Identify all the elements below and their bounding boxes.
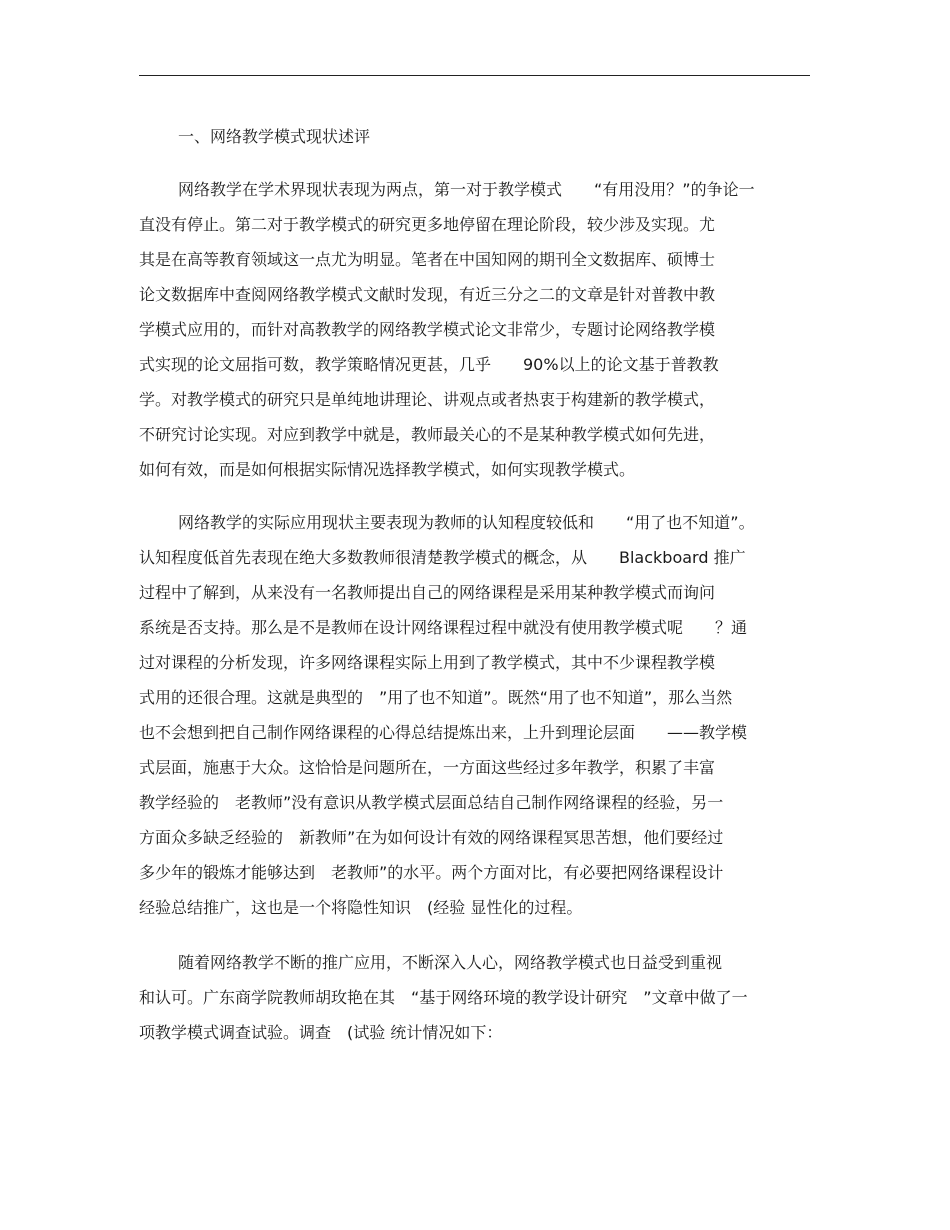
paragraph-line: 认知程度低首先表现在绝大多数教师很清楚教学模式的概念，从 Blackboard 推广: [139, 548, 746, 567]
paragraph-line: 过程中了解到，从来没有一名教师提出自己的网络课程是采用某种教学模式而询问: [139, 583, 716, 602]
paragraph-line: 学模式应用的，而针对高教教学的网络教学模式论文非常少，专题讨论网络教学模: [139, 320, 716, 339]
paragraph-line: 多少年的锻炼才能够达到 老教师”的水平。两个方面对比，有必要把网络课程设计: [139, 863, 724, 882]
paragraph-line: 式层面，施惠于大众。这恰恰是问题所在，一方面这些经过多年教学，积累了丰富: [139, 758, 716, 777]
paragraph-line: 项教学模式调查试验。调查 (试验 统计情况如下：: [139, 1023, 503, 1042]
paragraph-line: 网络教学在学术界现状表现为两点，第一对于教学模式 “有用没用？”的争论一: [178, 180, 755, 199]
section-heading: 一、网络教学模式现状述评: [178, 127, 371, 146]
paragraph-line: 式用的还很合理。这就是典型的 ”用了也不知道”。既然“用了也不知道”，那么当然: [139, 688, 733, 707]
paragraph-line: 直没有停止。第二对于教学模式的研究更多地停留在理论阶段，较少涉及实现。尤: [139, 215, 716, 234]
paragraph-line: 方面众多缺乏经验的 新教师”在为如何设计有效的网络课程冥思苦想，他们要经过: [139, 828, 724, 847]
header-rule: [139, 75, 810, 76]
paragraph-line: 网络教学的实际应用现状主要表现为教师的认知程度较低和 “用了也不知道”。: [178, 513, 755, 532]
paragraph-line: 教学经验的 老教师”没有意识从教学模式层面总结自己制作网络课程的经验，另一: [139, 793, 724, 812]
paragraph-application-status: [139, 505, 819, 925]
paragraph-line: 其是在高等教育领域这一点尤为明显。笔者在中国知网的期刊全文数据库、硕博士: [139, 250, 716, 269]
paragraph-line: 和认可。广东商学院教师胡玫艳在其 “基于网络环境的教学设计研究 ”文章中做了一: [139, 988, 748, 1007]
paragraph-survey-intro: [139, 945, 819, 1050]
paragraph-current-research: [139, 172, 819, 487]
paragraph-line: 也不会想到把自己制作网络课程的心得总结提炼出来，上升到理论层面 ——教学模: [139, 723, 748, 742]
paragraph-line: 不研究讨论实现。对应到教学中就是，教师最关心的不是某种教学模式如何先进，: [139, 425, 716, 444]
paragraph-line: 经验总结推广，这也是一个将隐性知识 (经验 显性化的过程。: [139, 898, 583, 917]
paragraph-line: 学。对教学模式的研究只是单纯地讲理论、讲观点或者热衷于构建新的教学模式，: [139, 390, 716, 409]
paragraph-line: 系统是否支持。那么是不是教师在设计网络课程过程中就没有使用教学模式呢 ？通: [139, 618, 748, 637]
paragraph-line: 式实现的论文屈指可数，教学策略情况更甚，几乎 90%以上的论文基于普教教: [139, 355, 719, 374]
paragraph-line: 过对课程的分析发现，许多网络课程实际上用到了教学模式，其中不少课程教学模: [139, 653, 716, 672]
paragraph-line: 随着网络教学不断的推广应用，不断深入人心，网络教学模式也日益受到重视: [178, 953, 723, 972]
paragraph-line: 如何有效，而是如何根据实际情况选择教学模式，如何实现教学模式。: [139, 460, 636, 479]
paragraph-line: 论文数据库中查阅网络教学模式文献时发现，有近三分之二的文章是针对普教中教: [139, 285, 716, 304]
